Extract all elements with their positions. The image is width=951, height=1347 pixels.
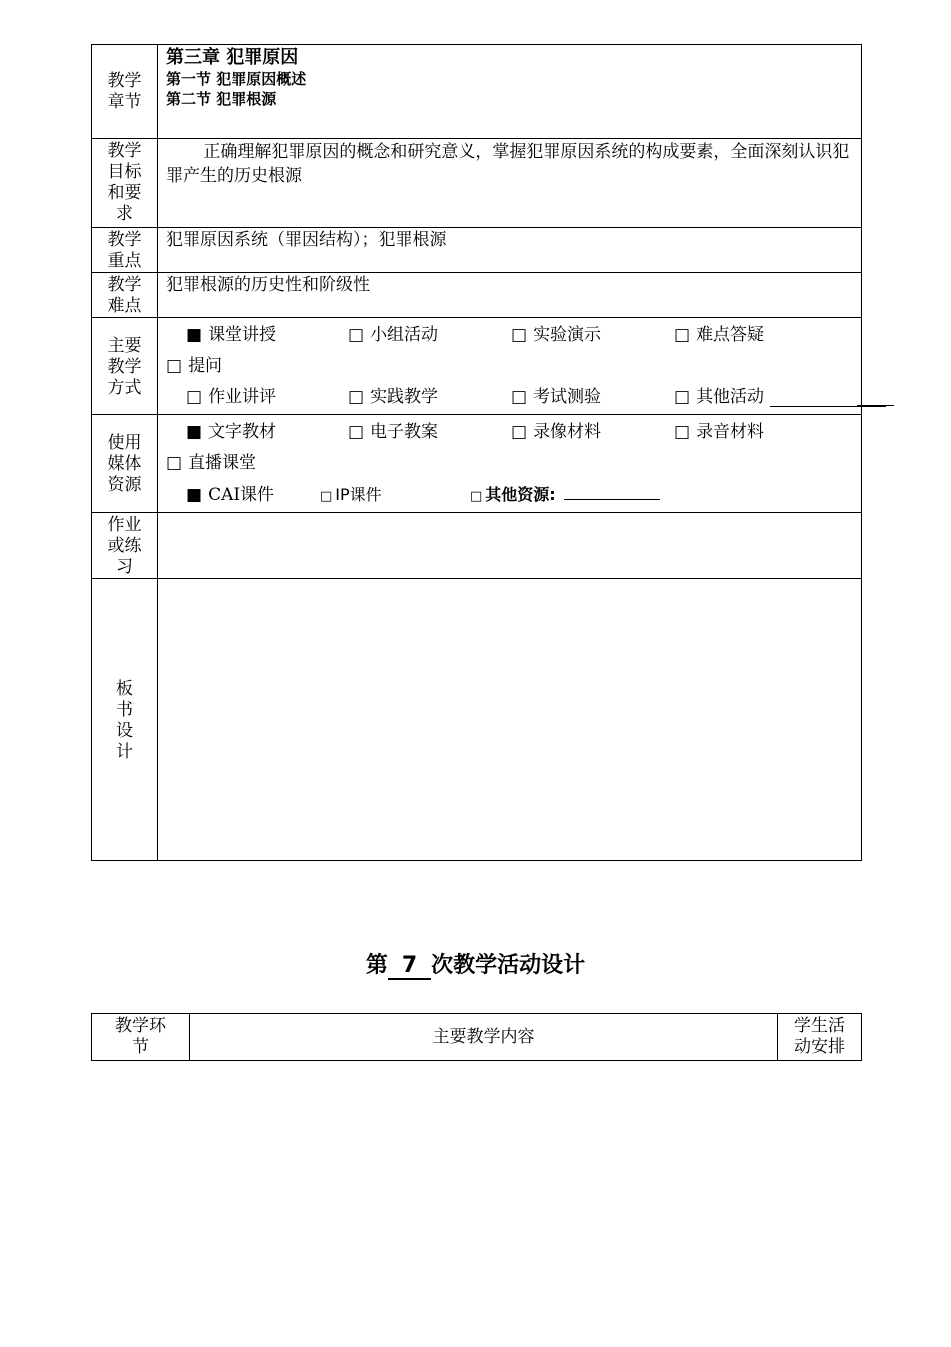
keypoints-text: 犯罪原因系统（罪因结构）；犯罪根源 <box>166 230 447 250</box>
chapter-title: 第三章 犯罪原因 <box>166 47 299 68</box>
unchecked-box-icon: □ <box>511 387 528 407</box>
homework-label-text: 作业或练习 <box>107 515 142 577</box>
objectives-text: 正确理解犯罪原因的概念和研究意义，掌握犯罪原因系统的构成要素，全面深刻认识犯罪产生的历史根源 <box>166 142 850 186</box>
header-student <box>778 1014 862 1061</box>
header-student-text: 学生活动安排 <box>794 1016 845 1057</box>
chapter-content <box>158 45 862 139</box>
method-lecture-label: 课堂讲授 <box>208 325 277 345</box>
chapter-label <box>92 45 158 139</box>
unchecked-box-icon: □ <box>674 422 691 442</box>
keypoints-label-text: 教学重点 <box>107 230 142 271</box>
method-group <box>348 320 511 351</box>
heading-suffix: 次教学活动设计 <box>431 953 586 978</box>
homework-row <box>92 513 862 579</box>
media-ip <box>320 479 470 512</box>
media-video <box>511 417 674 448</box>
unchecked-box-icon: □ <box>348 387 365 407</box>
homework-content <box>158 513 862 579</box>
activity-heading <box>0 948 951 980</box>
media-row <box>92 415 862 513</box>
keypoints-content <box>158 228 862 273</box>
method-question <box>166 351 222 382</box>
keypoints-label <box>92 228 158 273</box>
objectives-content <box>158 139 862 228</box>
method-homework-review-label: 作业讲评 <box>208 387 277 407</box>
unchecked-box-icon: □ <box>511 325 528 345</box>
unchecked-box-icon: □ <box>674 387 691 407</box>
other-activity-blank <box>770 406 886 407</box>
board-label-text: 板书设计 <box>116 678 133 762</box>
heading-number: 7 <box>388 953 431 980</box>
media-audio-label: 录音材料 <box>696 422 765 442</box>
media-content <box>158 415 862 513</box>
media-textbook <box>186 417 348 448</box>
methods-label-text: 主要教学方式 <box>107 335 142 398</box>
unchecked-box-icon: □ <box>186 387 203 407</box>
checked-box-icon: ■ <box>186 325 203 345</box>
difficulties-label-text: 教学难点 <box>107 275 142 316</box>
unchecked-box-icon: □ <box>166 356 183 376</box>
media-textbook-label: 文字教材 <box>208 422 277 442</box>
board-label <box>92 579 158 861</box>
unchecked-box-icon: □ <box>674 325 691 345</box>
objectives-row <box>92 139 862 228</box>
activity-header-row <box>92 1014 862 1061</box>
method-experiment-label: 实验演示 <box>533 325 602 345</box>
unchecked-box-icon: □ <box>348 422 365 442</box>
method-qa-label: 难点答疑 <box>696 325 765 345</box>
heading-prefix: 第 <box>365 953 388 978</box>
method-experiment <box>511 320 674 351</box>
chapter-row <box>92 45 862 139</box>
board-content <box>158 579 862 861</box>
method-homework-review <box>186 382 348 413</box>
media-audio <box>674 417 764 448</box>
objectives-label-text: 教学目标和要求 <box>107 141 142 224</box>
media-ip-label: IP课件 <box>335 485 382 504</box>
board-row <box>92 579 862 861</box>
method-exam <box>511 382 674 413</box>
other-activity-line-overflow <box>857 405 894 406</box>
checked-box-icon: ■ <box>186 485 203 505</box>
media-label <box>92 415 158 513</box>
objectives-label <box>92 139 158 228</box>
activity-table <box>91 1013 862 1061</box>
chapter-label-text: 教学章节 <box>107 71 142 112</box>
media-other <box>470 479 660 512</box>
media-live-label: 直播课堂 <box>188 453 257 473</box>
method-question-label: 提问 <box>188 356 223 376</box>
header-stage-text: 教学环节 <box>115 1016 166 1057</box>
method-exam-label: 考试测验 <box>533 387 602 407</box>
unchecked-box-icon: □ <box>348 325 365 345</box>
method-other-label: 其他活动 <box>696 387 765 407</box>
unchecked-box-icon: □ <box>470 489 483 504</box>
unchecked-box-icon: □ <box>320 489 333 504</box>
difficulties-label <box>92 273 158 318</box>
header-content: 主要教学内容 <box>190 1014 778 1061</box>
methods-content <box>158 318 862 415</box>
other-resource-blank <box>564 481 660 500</box>
media-live <box>166 448 256 479</box>
unchecked-box-icon: □ <box>511 422 528 442</box>
media-cai <box>186 480 320 511</box>
media-e-lesson-label: 电子教案 <box>370 422 439 442</box>
method-group-label: 小组活动 <box>370 325 439 345</box>
media-other-label: 其他资源: <box>485 485 556 504</box>
unchecked-box-icon: □ <box>166 453 183 473</box>
media-label-text: 使用媒体资源 <box>107 433 142 495</box>
media-cai-label: CAI课件 <box>208 485 275 505</box>
difficulties-content <box>158 273 862 318</box>
method-lecture <box>186 320 348 351</box>
method-qa <box>674 320 764 351</box>
checked-box-icon: ■ <box>186 422 203 442</box>
media-video-label: 录像材料 <box>533 422 602 442</box>
method-other <box>674 382 764 413</box>
lesson-plan-table <box>91 44 862 861</box>
media-e-lesson <box>348 417 511 448</box>
method-practice-label: 实践教学 <box>370 387 439 407</box>
header-stage <box>92 1014 190 1061</box>
section-1: 第一节 犯罪原因概述 <box>166 70 307 88</box>
difficulties-text: 犯罪根源的历史性和阶级性 <box>166 275 370 295</box>
methods-label <box>92 318 158 415</box>
homework-label <box>92 513 158 579</box>
method-practice <box>348 382 511 413</box>
section-2: 第二节 犯罪根源 <box>166 90 277 108</box>
keypoints-row <box>92 228 862 273</box>
methods-row <box>92 318 862 415</box>
difficulties-row <box>92 273 862 318</box>
